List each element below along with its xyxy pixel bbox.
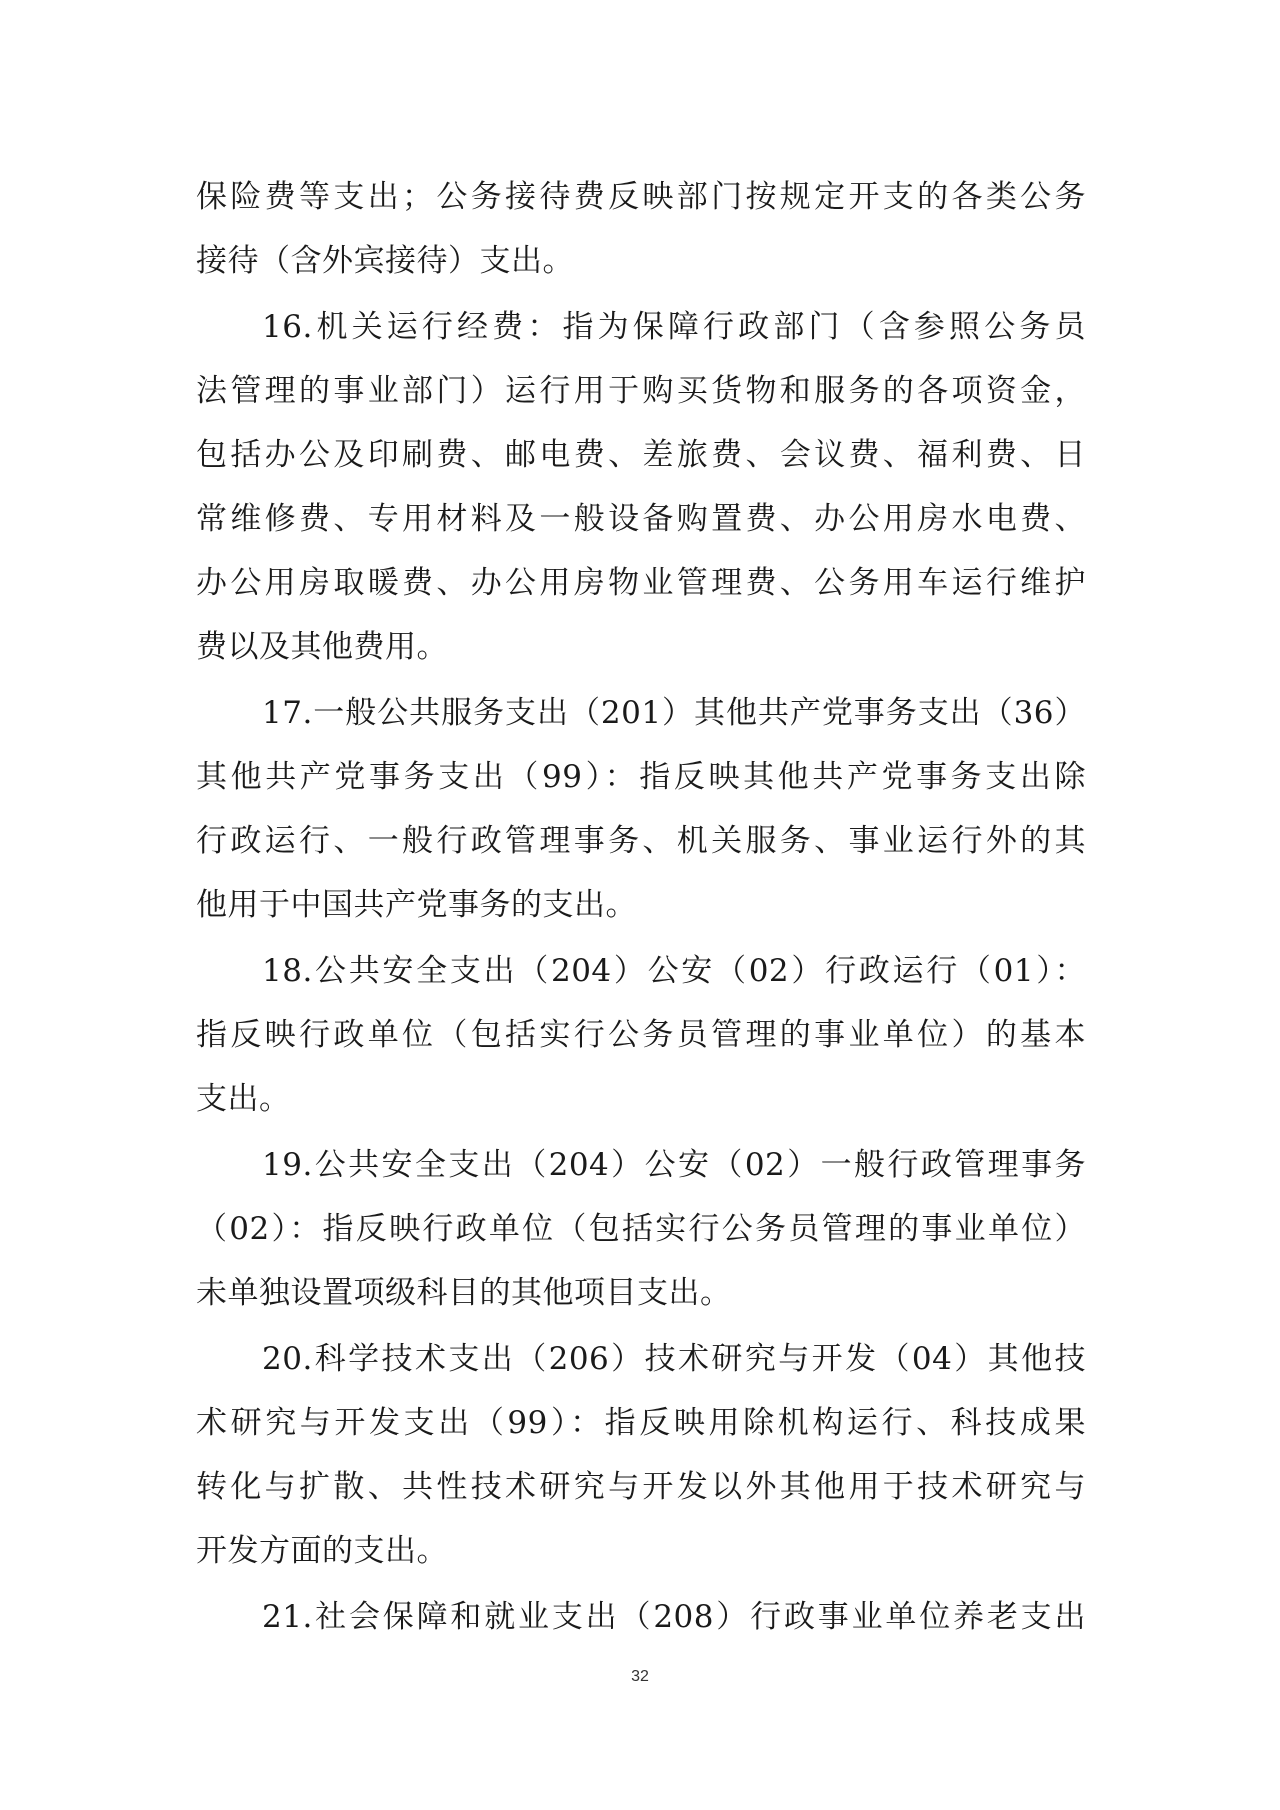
- paragraph-line: 19.公共安全支出（204）公安（02）一般行政管理事务: [262, 1147, 1086, 1183]
- paragraph-line: 办公用房取暖费、办公用房物业管理费、公务用车运行维护: [196, 565, 1086, 601]
- paragraph-line: 法管理的事业部门）运行用于购买货物和服务的各项资金，: [196, 373, 1086, 409]
- paragraph-line: （02）：指反映行政单位（包括实行公务员管理的事业单位）: [196, 1211, 1086, 1247]
- paragraph-line: 行政运行、一般行政管理事务、机关服务、事业运行外的其: [196, 823, 1086, 859]
- paragraph-line: 转化与扩散、共性技术研究与开发以外其他用于技术研究与: [196, 1469, 1086, 1505]
- paragraph-line: 18.公共安全支出（204）公安（02）行政运行（01）：: [262, 953, 1086, 989]
- paragraph-line: 支出。: [196, 1081, 291, 1117]
- paragraph-line: 指反映行政单位（包括实行公务员管理的事业单位）的基本: [196, 1017, 1086, 1053]
- paragraph-line: 接待（含外宾接待）支出。: [196, 243, 574, 279]
- paragraph-line: 术研究与开发支出（99）：指反映用除机构运行、科技成果: [196, 1405, 1086, 1441]
- paragraph-line: 包括办公及印刷费、邮电费、差旅费、会议费、福利费、日: [196, 437, 1086, 473]
- paragraph-line: 常维修费、专用材料及一般设备购置费、办公用房水电费、: [196, 501, 1086, 537]
- paragraph-line: 17.一般公共服务支出（201）其他共产党事务支出（36）: [262, 695, 1086, 731]
- paragraph-line: 未单独设置项级科目的其他项目支出。: [196, 1275, 732, 1311]
- paragraph-line: 20.科学技术支出（206）技术研究与开发（04）其他技: [262, 1341, 1086, 1377]
- paragraph-line: 开发方面的支出。: [196, 1533, 448, 1569]
- paragraph-line: 保险费等支出；公务接待费反映部门按规定开支的各类公务: [196, 179, 1086, 215]
- paragraph-line: 他用于中国共产党事务的支出。: [196, 887, 637, 923]
- paragraph-line: 16.机关运行经费：指为保障行政部门（含参照公务员: [262, 309, 1086, 345]
- paragraph-line: 21.社会保障和就业支出（208）行政事业单位养老支出: [262, 1599, 1086, 1635]
- page-number: 32: [631, 1668, 649, 1685]
- paragraph-line: 其他共产党事务支出（99）：指反映其他共产党事务支出除: [196, 759, 1086, 795]
- paragraph-line: 费以及其他费用。: [196, 629, 448, 665]
